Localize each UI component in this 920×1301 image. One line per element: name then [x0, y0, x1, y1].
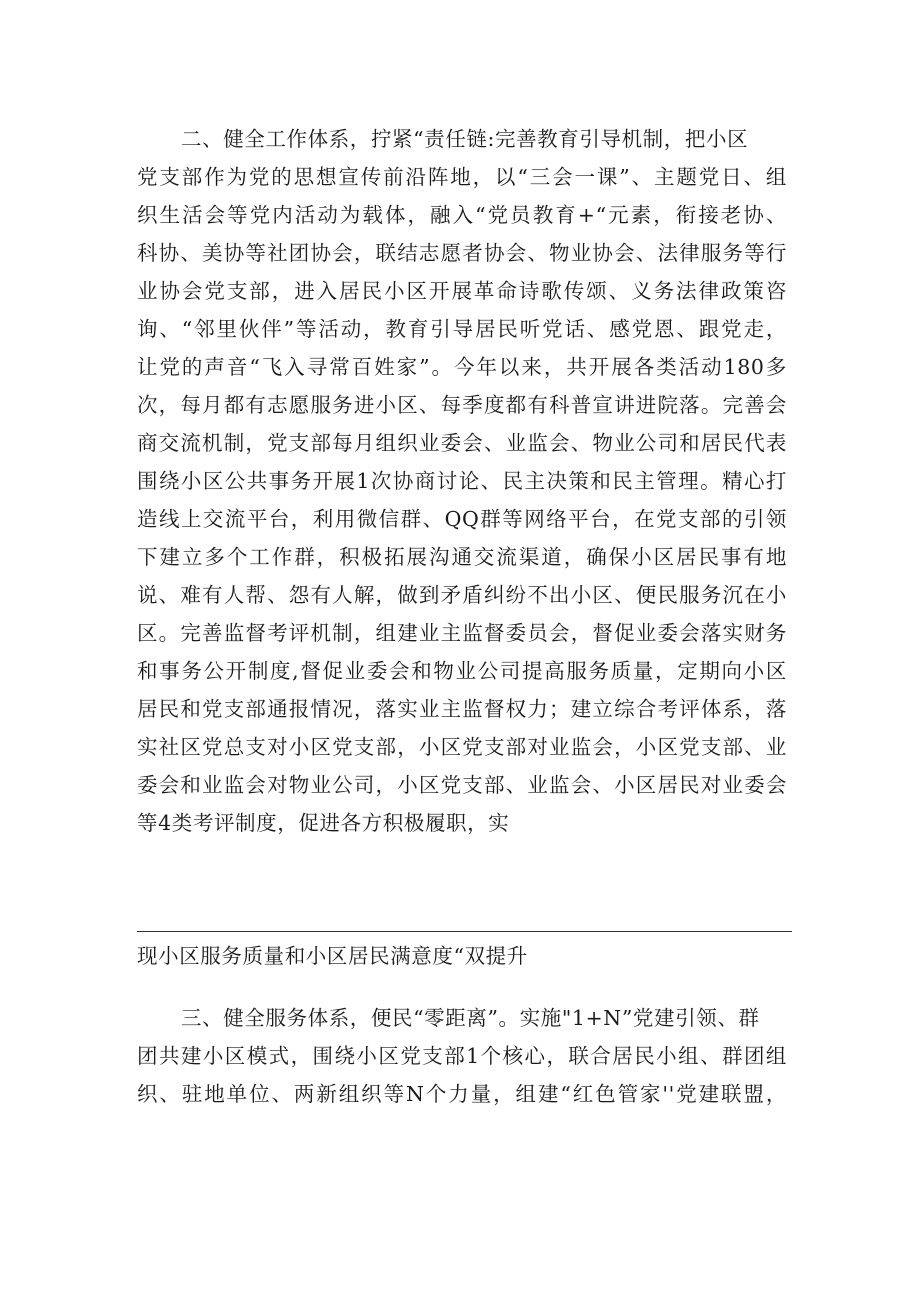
paragraph-3-line-2: 团共建小区模式，围绕小区党支部1个核心，联合居民小组、群团组	[137, 1044, 787, 1068]
paragraph-2-line-19: 等4类考评制度，促进各方积极履职，实	[137, 811, 510, 835]
paragraph-2-line-11: 造线上交流平台，利用微信群、QQ群等网络平台，在党支部的引领	[137, 507, 787, 531]
paragraph-2-line-16: 居民和党支部通报情况，落实业主监督权力；建立综合考评体系，落	[137, 697, 787, 721]
paragraph-2-line-2: 党支部作为党的思想宣传前沿阵地，以“三会一课”、主题党日、组	[137, 165, 787, 189]
paragraph-3-line-3: 织、驻地单位、两新组织等N个力量，组建“红色管家''党建联盟，	[137, 1082, 787, 1106]
paragraph-2-line-18: 委会和业监会对物业公司，小区党支部、业监会、小区居民对业委会	[137, 773, 787, 797]
paragraph-2-line-10: 围绕小区公共事务开展1次协商讨论、民主决策和民主管理。精心打	[137, 469, 787, 493]
paragraph-2-continuation: 现小区服务质量和小区居民满意度“双提升	[137, 944, 528, 968]
paragraph-2-line-14: 区。完善监督考评机制，组建业主监督委员会，督促业委会落实财务	[137, 621, 787, 645]
paragraph-2-line-9: 商交流机制，党支部每月组织业委会、业监会、物业公司和居民代表	[137, 431, 787, 455]
paragraph-2-line-15: 和事务公开制度,督促业委会和物业公司提高服务质量，定期向小区	[137, 659, 787, 683]
paragraph-2-line-1: 二、健全工作体系，拧紧“责任链:完善教育引导机制，把小区	[181, 127, 749, 151]
paragraph-2-line-3: 织生活会等党内活动为载体，融入“党员教育+“元素，衔接老协、	[137, 203, 787, 227]
paragraph-3-line-1: 三、健全服务体系，便民“零距离”。实施"1+N”党建引领、群	[181, 1006, 760, 1030]
paragraph-2-line-6: 询、“邻里伙伴”等活动，教育引导居民听党话、感党恩、跟党走，	[137, 317, 787, 341]
paragraph-2-line-5: 业协会党支部，进入居民小区开展革命诗歌传颂、义务法律政策咨	[137, 279, 787, 303]
paragraph-2-line-8: 次，每月都有志愿服务进小区、每季度都有科普宣讲进院落。完善会	[137, 393, 787, 417]
paragraph-2-line-12: 下建立多个工作群，积极拓展沟通交流渠道，确保小区居民事有地	[137, 545, 787, 569]
paragraph-2-line-13: 说、难有人帮、怨有人解，做到矛盾纠纷不出小区、便民服务沉在小	[137, 583, 787, 607]
paragraph-2-line-17: 实社区党总支对小区党支部，小区党支部对业监会，小区党支部、业	[137, 735, 787, 759]
page-break-rule	[137, 931, 792, 932]
paragraph-2-line-7: 让党的声音“飞入寻常百姓家”。今年以来，共开展各类活动180多	[137, 355, 787, 379]
paragraph-2-line-4: 科协、美协等社团协会，联结志愿者协会、物业协会、法律服务等行	[137, 241, 787, 265]
